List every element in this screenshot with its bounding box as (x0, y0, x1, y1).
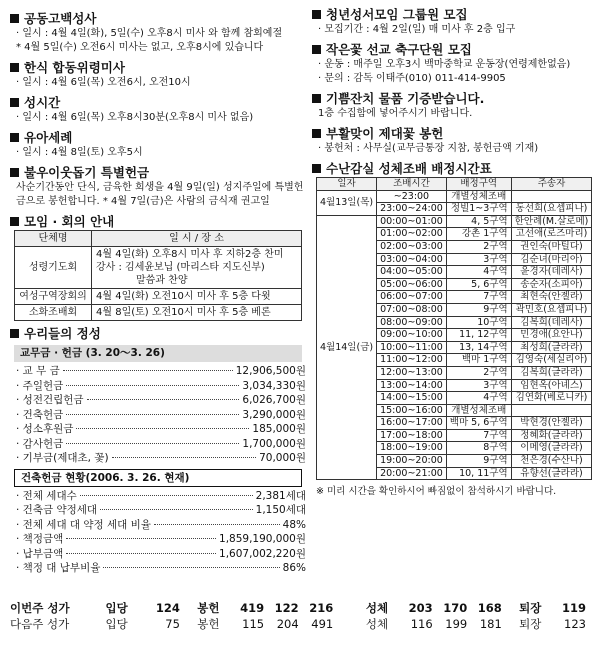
adoration-date: 4월13일(목) (317, 190, 377, 215)
adoration-zone: 10구역 (446, 316, 511, 329)
square-bullet-icon (10, 168, 19, 177)
adoration-leader: 김연화(베로니카) (511, 392, 592, 405)
section-infant-baptism-title: 유아세례 (10, 129, 306, 146)
adoration-time: 23:00~24:00 (377, 203, 447, 216)
finance-item: · 성소후원금 185,000원 (16, 423, 306, 435)
adoration-leader: 민경애(요안나) (511, 329, 592, 342)
adoration-leader: 김순녀(마리아) (511, 253, 592, 266)
adoration-leader: 동선희(요셉피나) (511, 203, 592, 216)
hymn-number: 75 (165, 617, 180, 631)
infant-baptism-line: · 일시 : 4월 8일(토) 오후5시 (16, 147, 143, 158)
hymn-label: 봉헌 (197, 617, 220, 631)
table-row (15, 247, 302, 289)
adoration-leader: 윤경자(데레사) (511, 266, 592, 279)
hymn-label: 입당 (105, 601, 128, 615)
hymn-number: 199 (445, 617, 468, 631)
hymn-number: 181 (479, 617, 502, 631)
hymn-label: 봉헌 (197, 601, 220, 615)
adoration-leader (511, 404, 592, 417)
square-bullet-icon (10, 63, 19, 72)
adoration-leader: 곽민호(요셉피나) (511, 303, 592, 316)
adoration-zone: 정빌1~3구역 (446, 203, 511, 216)
square-bullet-icon (312, 45, 321, 54)
adoration-time: 03:00~04:00 (377, 253, 447, 266)
finance-item: · 주일헌금 3,034,330원 (16, 379, 306, 392)
section-easter-title: 부활맞이 제대꽃 봉헌 (312, 125, 594, 142)
hymn-number: 116 (410, 617, 433, 631)
finance-item: · 건축헌금 3,290,000원 (16, 408, 306, 421)
adoration-leader: 최성희(글라라) (511, 341, 592, 354)
adoration-zone: 백마 1구역 (446, 354, 511, 367)
hymn-number: 122 (274, 601, 299, 615)
hymn-number: 170 (443, 601, 468, 615)
left-column (10, 6, 306, 576)
adoration-time: 17:00~18:00 (377, 429, 447, 442)
hymn-row-this-week (10, 600, 590, 616)
adoration-leader: 최현숙(안젤라) (511, 291, 592, 304)
hymn-number: 123 (564, 617, 586, 631)
confession-line: · 일시 : 4월 4일(화), 5일(수) 오후8시 미사 와 함께 참회예절 (16, 28, 283, 39)
building-fund-title: 건축헌금 현황(2006. 3. 26. 현재) (14, 469, 302, 487)
adoration-date: 4월14일(금) (317, 215, 377, 479)
table-row (15, 305, 302, 321)
adoration-time: 15:00~16:00 (377, 404, 447, 417)
adoration-time: 20:00~21:00 (377, 467, 447, 480)
hymn-number: 419 (240, 601, 265, 615)
adoration-leader (511, 190, 592, 203)
adoration-zone: 11, 12구역 (446, 329, 511, 342)
hymn-label: 퇴장 (519, 601, 542, 615)
youth-line: · 모집기간 : 4월 2일(일) 매 미사 후 2층 입구 (318, 24, 516, 35)
meeting-name: 여성구역장회의 (15, 289, 92, 305)
adoration-zone: 7구역 (446, 429, 511, 442)
table-row (15, 289, 302, 305)
right-column (312, 6, 594, 499)
adoration-time: 00:00~01:00 (377, 215, 447, 228)
adoration-zone: 백마 5, 6구역 (446, 417, 511, 430)
building-item: · 책정 대 납부비율 86% (16, 562, 306, 574)
adoration-zone: 2구역 (446, 240, 511, 253)
building-item: · 전체 세대 대 약정 세대 비율 48% (16, 518, 306, 531)
adoration-time: 05:00~06:00 (377, 278, 447, 291)
adoration-time: 14:00~15:00 (377, 392, 447, 405)
meeting-detail-line: 강사 : 김세윤보닙 (마리스타 지도신부) (96, 262, 265, 273)
adoration-time: ~23:00 (377, 190, 447, 203)
section-bazaar-title: 기쁨잔치 물품 기증받습니다. (312, 90, 594, 107)
building-item: · 납부금액 1,607,002,220원 (16, 547, 306, 560)
adoration-time: 01:00~02:00 (377, 228, 447, 241)
meeting-detail: 4월 4일(화) 오전10시 미사 후 5층 다윗 (92, 289, 302, 305)
square-bullet-icon (312, 129, 321, 138)
adoration-time: 02:00~03:00 (377, 240, 447, 253)
adoration-leader: 김복희(데레사) (511, 316, 592, 329)
hymn-number: 168 (477, 601, 502, 615)
holy-hour-line: · 일시 : 4월 6일(목) 오후8시30분(오후8시 미사 없음) (16, 112, 254, 123)
hymn-number: 124 (155, 601, 180, 615)
hymn-number: 204 (276, 617, 299, 631)
adoration-time: 13:00~14:00 (377, 379, 447, 392)
adoration-zone: 7구역 (446, 291, 511, 304)
section-youth-title: 청년성서모임 그룹원 모집 (312, 6, 594, 23)
meeting-detail-line: 4월 4일(화) 오후8시 미사 후 지하2층 찬미 (96, 249, 284, 260)
adoration-time: 06:00~07:00 (377, 291, 447, 304)
adoration-note: ※ 미리 시간을 확인하시어 빠짐없이 참석하시기 바랍니다. (316, 486, 557, 498)
hymn-label: 성체 (365, 617, 389, 631)
hymn-label: 입당 (105, 617, 128, 631)
adoration-zone: 5, 6구역 (446, 278, 511, 291)
table-row (317, 190, 592, 203)
adoration-time: 18:00~19:00 (377, 442, 447, 455)
section-holy-hour-title: 성시간 (10, 94, 306, 111)
adoration-time: 04:00~05:00 (377, 266, 447, 279)
section-adoration-title: 수난감실 성체조배 배정시간표 (312, 160, 594, 177)
meeting-name: 성령기도회 (15, 247, 92, 289)
square-bullet-icon (10, 133, 19, 142)
square-bullet-icon (10, 98, 19, 107)
section-meetings-title: 모임 · 회의 안내 (10, 213, 306, 230)
hymn-number: 119 (561, 601, 586, 615)
adoration-leader: 권인숙(마틸다) (511, 240, 592, 253)
soccer-line: · 운동 : 매주일 오후3시 백마중학교 운동장(연령제한없음) (318, 59, 571, 70)
adoration-time: 10:00~11:00 (377, 341, 447, 354)
adoration-zone: 2구역 (446, 366, 511, 379)
building-item: · 전체 세대수 2,381세대 (16, 489, 306, 502)
adoration-time: 09:00~10:00 (377, 329, 447, 342)
adoration-time: 16:00~17:00 (377, 417, 447, 430)
section-confession-title: 공동고백성사 (10, 10, 306, 27)
special-offering-text: 사순기간동안 단식, 금육한 희생을 4월 9일(일) 성지주일에 특별헌금으로 봉헌합니다. * 4월 7일(금)은 사람의 금식재 권고일 (16, 182, 304, 207)
adoration-zone: 개별성체조배 (446, 404, 511, 417)
hymn-numbers (10, 600, 590, 632)
adoration-header-zone: 배정구역 (446, 178, 511, 191)
adoration-zone: 3구역 (446, 379, 511, 392)
adoration-leader: 고선애(로즈마리) (511, 228, 592, 241)
finance-item: · 교 무 금 12,906,500원 (16, 365, 306, 377)
hymn-row-title: 다음주 성가 (10, 617, 70, 631)
adoration-leader: 김복희(글라라) (511, 366, 592, 379)
adoration-zone: 9구역 (446, 455, 511, 468)
hymn-number: 216 (309, 601, 334, 615)
square-bullet-icon (312, 10, 321, 19)
adoration-leader: 임현옥(아녜스) (511, 379, 592, 392)
hymn-number: 491 (311, 617, 334, 631)
section-memorial-mass-title: 한식 합동위령미사 (10, 59, 306, 76)
section-soccer-title: 작은꽃 선교 축구단원 모집 (312, 41, 594, 58)
finance-item: · 감사헌금 1,700,000원 (16, 437, 306, 450)
adoration-zone: 13, 14구역 (446, 341, 511, 354)
square-bullet-icon (10, 217, 19, 226)
section-special-offering-title: 불우이웃돕기 특별헌금 (10, 164, 306, 181)
finance-period: 교무금 · 헌금 (3. 20～3. 26) (14, 345, 302, 362)
adoration-time: 19:00~20:00 (377, 455, 447, 468)
adoration-leader: 이메영(글라라) (511, 442, 592, 455)
finance-item: · 성전건립헌금 6,026,700원 (16, 394, 306, 406)
easter-line: · 봉헌처 : 사무실(교무금통장 지참, 봉헌금액 기재) (318, 143, 539, 154)
meetings-header-detail: 일 시 / 장 소 (92, 231, 302, 247)
adoration-time: 07:00~08:00 (377, 303, 447, 316)
square-bullet-icon (10, 14, 19, 23)
section-finance-title: 우리들의 정성 (10, 325, 306, 342)
adoration-zone: 4, 5구역 (446, 215, 511, 228)
adoration-leader: 김영숙(세실리아) (511, 354, 592, 367)
adoration-zone: 3구역 (446, 253, 511, 266)
meeting-detail (92, 247, 302, 289)
adoration-table (316, 177, 592, 480)
table-row (317, 215, 592, 228)
soccer-line: · 문의 : 감독 이태주(010) 011-414-9905 (318, 73, 506, 84)
adoration-leader: 유향선(글라라) (511, 467, 592, 480)
building-item: · 건축금 약정세대 1,150세대 (16, 504, 306, 516)
adoration-zone: 4구역 (446, 392, 511, 405)
adoration-leader: 천은경(수산나) (511, 455, 592, 468)
adoration-leader: 송순자(소피아) (511, 278, 592, 291)
adoration-time: 11:00~12:00 (377, 354, 447, 367)
adoration-header-date: 일자 (317, 178, 377, 191)
meetings-table (14, 230, 302, 321)
adoration-header-leader: 주송자 (511, 178, 592, 191)
meeting-name: 소화조배회 (15, 305, 92, 321)
square-bullet-icon (10, 329, 19, 338)
square-bullet-icon (312, 94, 321, 103)
adoration-zone: 강촌 1구역 (446, 228, 511, 241)
adoration-time: 08:00~09:00 (377, 316, 447, 329)
meeting-detail: 4월 8일(토) 오전10시 미사 후 5층 베론 (92, 305, 302, 321)
meetings-header-name: 단체명 (15, 231, 92, 247)
meeting-detail-line: 말씀과 찬양 (136, 275, 188, 286)
hymn-label: 퇴장 (519, 617, 542, 631)
adoration-leader: 박현경(안젤라) (511, 417, 592, 430)
confession-line: * 4월 5일(수) 오전6시 미사는 없고, 오후8시에 있습니다 (16, 42, 264, 53)
adoration-time: 12:00~13:00 (377, 366, 447, 379)
hymn-number: 115 (242, 617, 265, 631)
adoration-zone: 9구역 (446, 303, 511, 316)
hymn-row-title: 이번주 성가 (10, 601, 70, 615)
finance-item: · 기부금(제대초, 꽃) 70,000원 (16, 452, 306, 464)
bazaar-line: 1층 수집함에 넣어주시기 바랍니다. (318, 108, 473, 119)
adoration-zone: 8구역 (446, 442, 511, 455)
adoration-leader: 정혜화(글라라) (511, 429, 592, 442)
memorial-mass-line: · 일시 : 4월 6일(목) 오전6시, 오전10시 (16, 77, 191, 88)
adoration-zone: 10, 11구역 (446, 467, 511, 480)
hymn-label: 성체 (365, 601, 389, 615)
building-item: · 책정금액 1,859,190,000원 (16, 533, 306, 545)
adoration-header-time: 조배시간 (377, 178, 447, 191)
hymn-number: 203 (408, 601, 433, 615)
hymn-row-next-week (10, 616, 590, 632)
adoration-zone: 개별성체조배 (446, 190, 511, 203)
square-bullet-icon (312, 164, 321, 173)
adoration-zone: 4구역 (446, 266, 511, 279)
adoration-leader: 한안례(M.살로메) (511, 215, 592, 228)
